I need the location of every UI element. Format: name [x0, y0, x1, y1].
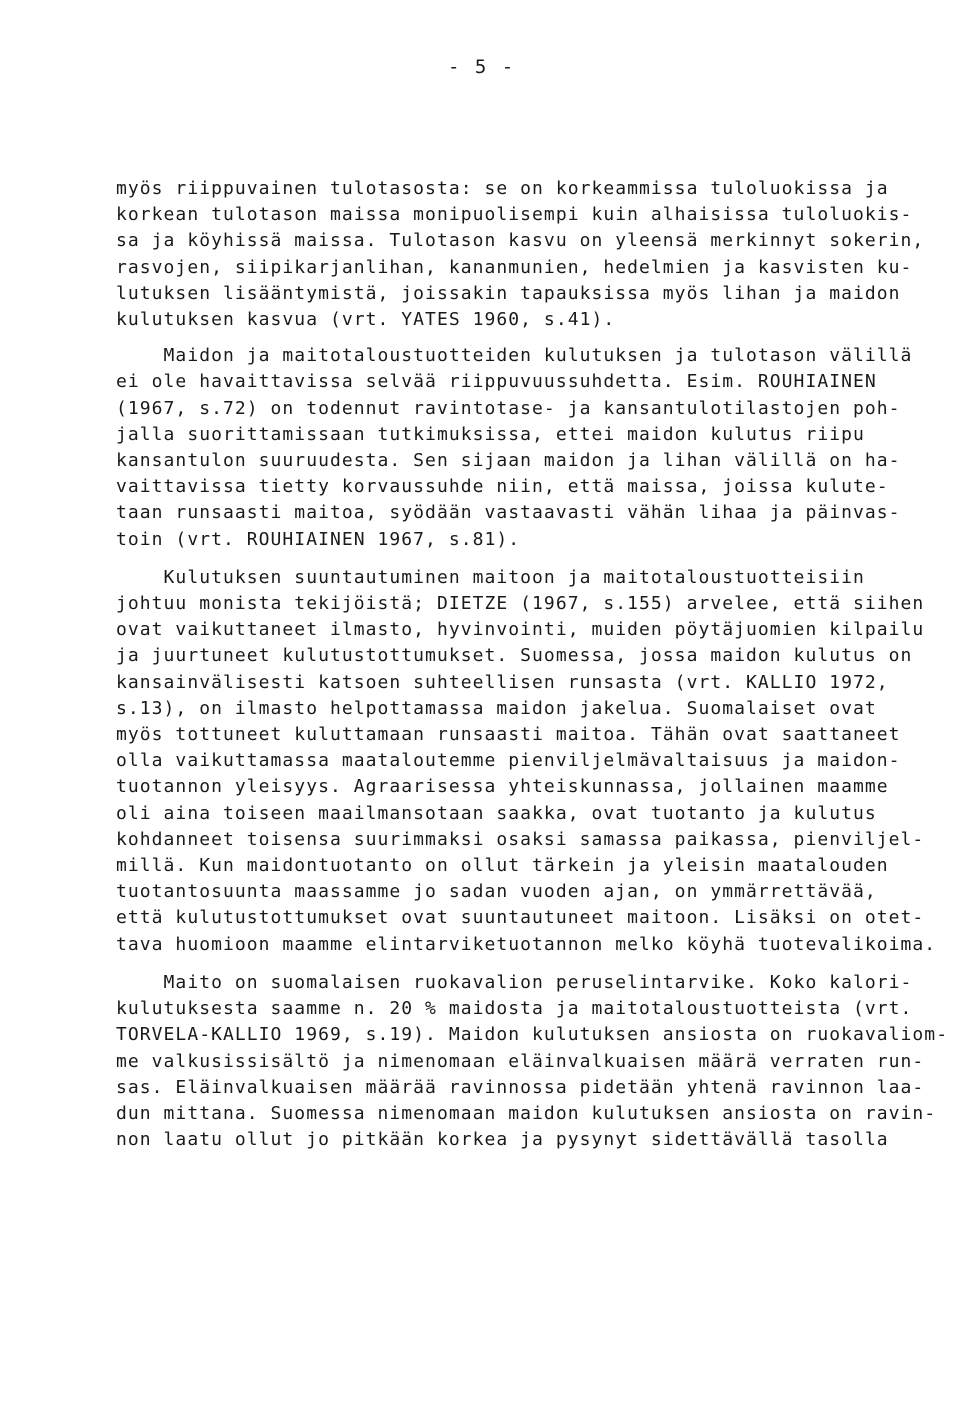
text-line: tava huomioon maamme elintarviketuotannon melko köyhä tuotevalikoima.	[116, 933, 937, 955]
text-line: Kulutuksen suuntautuminen maitoon ja maitotaloustuotteisiin	[116, 566, 865, 588]
text-line: kohdanneet toisensa suurimmaksi osaksi samassa paikassa, pienviljel-	[116, 828, 925, 850]
text-line: Maito on suomalaisen ruokavalion peruselintarvike. Koko kalori-	[116, 971, 913, 993]
text-line: ovat vaikuttaneet ilmasto, hyvinvointi, muiden pöytäjuomien kilpailu	[116, 619, 925, 641]
text-line: sa ja köyhissä maissa. Tulotason kasvu on yleensä merkinnyt sokerin,	[116, 230, 925, 252]
text-line: ja juurtuneet kulutustottumukset. Suomessa, jossa maidon kulutus on	[116, 645, 913, 667]
text-line: dun mittana. Suomessa nimenomaan maidon kulutuksen ansiosta on ravin-	[116, 1102, 937, 1124]
text-line: kansantulon suuruudesta. Sen sijaan maidon ja lihan välillä on ha-	[116, 450, 901, 472]
text-line: taan runsaasti maitoa, syödään vastaavasti vähän lihaa ja päinvas-	[116, 502, 901, 524]
text-line: myös riippuvainen tulotasosta: se on korkeammissa tuloluokissa ja	[116, 178, 889, 199]
text-line: myös tottuneet kuluttamaan runsaasti maitoa. Tähän ovat saattaneet	[116, 724, 901, 746]
text-line: oli aina toiseen maailmansotaan saakka, ovat tuotanto ja kulutus	[116, 802, 877, 824]
paragraph	[116, 970, 949, 1153]
text-line: tuotantosuunta maassamme jo sadan vuoden ajan, on ymmärrettävää,	[116, 881, 877, 903]
text-line: että kulutustottumukset ovat suuntautuneet maitoon. Lisäksi on otet-	[116, 907, 925, 929]
paragraph	[116, 565, 946, 958]
paragraph	[116, 343, 946, 553]
text-line: vaittavissa tietty korvaussuhde niin, että maissa, joissa kulute-	[116, 476, 889, 498]
text-line: me valkusissisältö ja nimenomaan eläinvalkuaisen määrä verraten run-	[116, 1050, 925, 1072]
text-line: kulutuksesta saamme n. 20 % maidosta ja maitotaloustuotteista (vrt.	[116, 998, 913, 1020]
text-line: Maidon ja maitotaloustuotteiden kulutuksen ja tulotason välillä	[116, 345, 913, 367]
text-line: kulutuksen kasvua (vrt. YATES 1960, s.41).	[116, 309, 616, 331]
text-line: jalla suorittamissaan tutkimuksissa, ettei maidon kulutus riipu	[116, 423, 865, 445]
text-line: ei ole havaittavissa selvää riippuvuussuhdetta. Esim. ROUHIAINEN	[116, 371, 877, 393]
text-line: lutuksen lisääntymistä, joissakin tapauksissa myös lihan ja maidon	[116, 282, 901, 304]
text-line: olla vaikuttamassa maataloutemme pienviljelmävaltaisuus ja maidon-	[116, 750, 901, 772]
paragraph	[116, 176, 946, 333]
text-line: sas. Eläinvalkuaisen määrää ravinnossa pidetään yhtenä ravinnon laa-	[116, 1076, 925, 1098]
text-line: rasvojen, siipikarjanlihan, kananmunien, hedelmien ja kasvisten ku-	[116, 256, 913, 278]
text-line: korkean tulotason maissa monipuolisempi kuin alhaisissa tuloluokis-	[116, 204, 913, 226]
text-line: johtuu monista tekijöistä; DIETZE (1967, s.155) arvelee, että siihen	[116, 593, 925, 615]
text-line: TORVELA-KALLIO 1969, s.19). Maidon kulutuksen ansiosta on ruokavaliom-	[116, 1024, 949, 1046]
text-line: tuotannon yleisyys. Agraarisessa yhteiskunnassa, jollainen maamme	[116, 776, 889, 798]
text-line: toin (vrt. ROUHIAINEN 1967, s.81).	[116, 528, 521, 550]
page-number: - 5 -	[448, 56, 516, 78]
document-body	[116, 176, 949, 1153]
text-line: s.13), on ilmasto helpottamassa maidon jakelua. Suomalaiset ovat	[116, 697, 877, 719]
text-line: non laatu ollut jo pitkään korkea ja pysynyt sidettävällä tasolla	[116, 1129, 889, 1151]
text-line: kansainvälisesti katsoen suhteellisen runsasta (vrt. KALLIO 1972,	[116, 671, 889, 693]
text-line: millä. Kun maidontuotanto on ollut tärkein ja yleisin maatalouden	[116, 855, 889, 877]
text-line: (1967, s.72) on todennut ravintotase- ja kansantulotilastojen poh-	[116, 397, 901, 419]
